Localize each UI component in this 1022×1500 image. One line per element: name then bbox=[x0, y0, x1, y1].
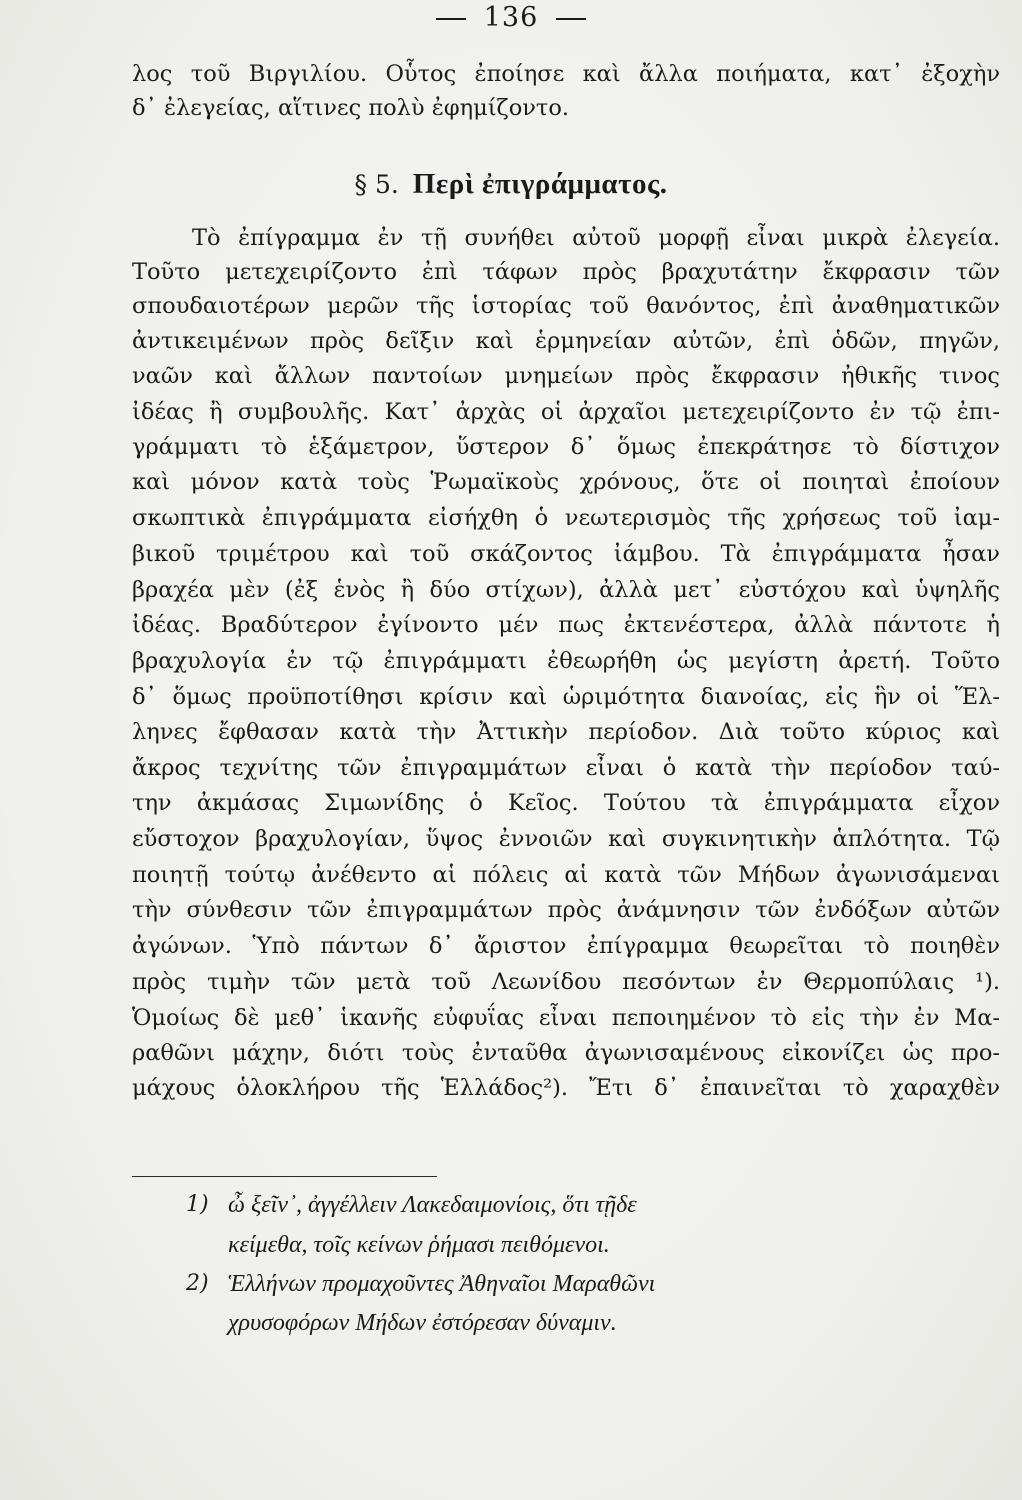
body-line: βραχέα μὲν (ἐξ ἑνὸς ἢ δύο στίχων), ἀλλὰ μετ᾽ εὐστόχου καὶ ὑψηλῆς bbox=[132, 577, 1000, 603]
page-number: 136 bbox=[483, 2, 539, 33]
footnote-line: ὦ ξεῖν᾽, ἀγγέλλειν Λακεδαιμονίοις, ὅτι τῇδε bbox=[228, 1192, 637, 1218]
body-line: ἀντικειμένων πρὸς δεῖξιν καὶ ἑρμηνείαν αὐτῶν, ἐπὶ ὁδῶν, πηγῶν, bbox=[132, 328, 1000, 354]
body-line: δ᾽ ὅμως προϋποτίθησι κρίσιν καὶ ὡριμότητα διανοίας, εἰς ἣν οἱ Ἕλ- bbox=[132, 684, 1000, 710]
body-line: βικοῦ τριμέτρου καὶ τοῦ σκάζοντος ἰάμβου. Τὰ ἐπιγράμματα ἦσαν bbox=[132, 541, 1000, 567]
body-line: Ὁμοίως δὲ μεθ᾽ ἱκανῆς εὐφυΐας εἶναι πεποιημένον τὸ εἰς τὴν ἐν Μα- bbox=[132, 1005, 1000, 1031]
footnote-mark: 1) bbox=[186, 1192, 209, 1217]
body-line: τὴν σύνθεσιν τῶν ἐπιγραμμάτων πρὸς ἀνάμνησιν τῶν ἐνδόξων αὐτῶν bbox=[132, 897, 1000, 923]
body-line: ναῶν καὶ ἄλλων παντοίων μνημείων πρὸς ἔκφρασιν ἠθικῆς τινος bbox=[132, 363, 1000, 389]
body-line: γράμματι τὸ ἑξάμετρον, ὕστερον δ᾽ ὅμως ἐπεκράτησε τὸ δίστιχον bbox=[132, 434, 1000, 460]
dash-right bbox=[556, 18, 586, 20]
section-symbol: § 5. bbox=[354, 170, 399, 199]
body-line: ἀγώνων. Ὑπὸ πάντων δ᾽ ἄριστον ἐπίγραμμα θεωρεῖται τὸ ποιηθὲν bbox=[132, 933, 1000, 959]
body-line: ἰδέας. Βραδύτερον ἐγίνοντο μέν πως ἐκτενέστερα, ἀλλὰ πάντοτε ἡ bbox=[132, 612, 1000, 638]
body-line: την ἀκμάσας Σιμωνίδης ὁ Κεῖος. Τούτου τὰ ἐπιγράμματα εἶχον bbox=[132, 790, 1000, 816]
body-line: ληνες ἔφθασαν κατὰ τὴν Ἀττικὴν περίοδον. Διὰ τοῦτο κύριος καὶ bbox=[132, 719, 1000, 745]
footnote-line: κείμεθα, τοῖς κείνων ῥήμασι πειθόμενοι. bbox=[228, 1232, 610, 1258]
section-title: Περὶ ἐπιγράμματος. bbox=[412, 168, 668, 200]
body-line: ραθῶνι μάχην, διότι τοὺς ἐνταῦθα ἀγωνισαμένους εἰκονίζει ὡς προ- bbox=[132, 1040, 1000, 1066]
page-number-header bbox=[0, 2, 1022, 33]
footnote-separator bbox=[132, 1176, 437, 1177]
body-line: σκωπτικὰ ἐπιγράμματα εἰσήχθη ὁ νεωτερισμὸς τῆς χρήσεως τοῦ ἰαμ- bbox=[132, 505, 1000, 531]
body-line: Τὸ ἐπίγραμμα ἐν τῇ συνήθει αὐτοῦ μορφῇ εἶναι μικρὰ ἐλεγεία. bbox=[192, 225, 1000, 251]
body-line: καὶ μόνον κατὰ τοὺς Ῥωμαϊκοὺς χρόνους, ὅτε οἱ ποιηταὶ ἐποίουν bbox=[132, 469, 1000, 495]
body-line: ἰδέας ἢ συμβουλῆς. Κατ᾽ ἀρχὰς οἱ ἀρχαῖοι μετεχειρίζοντο ἐν τῷ ἐπι- bbox=[132, 399, 1000, 425]
footnote-mark: 2) bbox=[186, 1271, 209, 1296]
body-line: ποιητῇ τούτῳ ἀνέθεντο αἱ πόλεις αἱ κατὰ τῶν Μήδων ἀγωνισάμεναι bbox=[132, 862, 1000, 888]
body-line: εὔστοχον βραχυλογίαν, ὕψος ἐννοιῶν καὶ συγκινητικὴν ἁπλότητα. Τῷ bbox=[132, 826, 1000, 852]
body-line: σπουδαιοτέρων μερῶν τῆς ἱστορίας τοῦ θανόντος, ἐπὶ ἀναθηματικῶν bbox=[132, 293, 1000, 319]
section-heading bbox=[0, 168, 1022, 201]
body-line: βραχυλογία ἐν τῷ ἐπιγράμματι ἐθεωρήθη ὡς μεγίστη ἀρετή. Τοῦτο bbox=[132, 648, 1000, 674]
body-line: μάχους ὁλοκλήρου τῆς Ἑλλάδος²). Ἔτι δ᾽ ἐπαινεῖται τὸ χαραχθὲν bbox=[132, 1075, 1000, 1101]
footnote-line: χρυσοφόρων Μήδων ἐστόρεσαν δύναμιν. bbox=[228, 1310, 617, 1336]
body-line: πρὸς τιμὴν τῶν μετὰ τοῦ Λεωνίδου πεσόντων ἐν Θερμοπύλαις ¹). bbox=[132, 969, 1000, 995]
body-line: Τοῦτο μετεχειρίζοντο ἐπὶ τάφων πρὸς βραχυτάτην ἔκφρασιν τῶν bbox=[132, 259, 1000, 285]
body-line: ἄκρος τεχνίτης τῶν ἐπιγραμμάτων εἶναι ὁ κατὰ τὴν περίοδον ταύ- bbox=[132, 755, 1000, 781]
dash-left bbox=[436, 18, 466, 20]
intro-line: λος τοῦ Βιργιλίου. Οὗτος ἐποίησε καὶ ἄλλα ποιήματα, κατ᾽ ἐξοχὴν bbox=[132, 61, 1000, 87]
intro-line: δ᾽ ἐλεγείας, αἵτινες πολὺ ἐφημίζοντο. bbox=[132, 95, 570, 121]
footnote-line: Ἑλλήνων προμαχοῦντες Ἀθηναῖοι Μαραθῶνι bbox=[228, 1271, 656, 1297]
